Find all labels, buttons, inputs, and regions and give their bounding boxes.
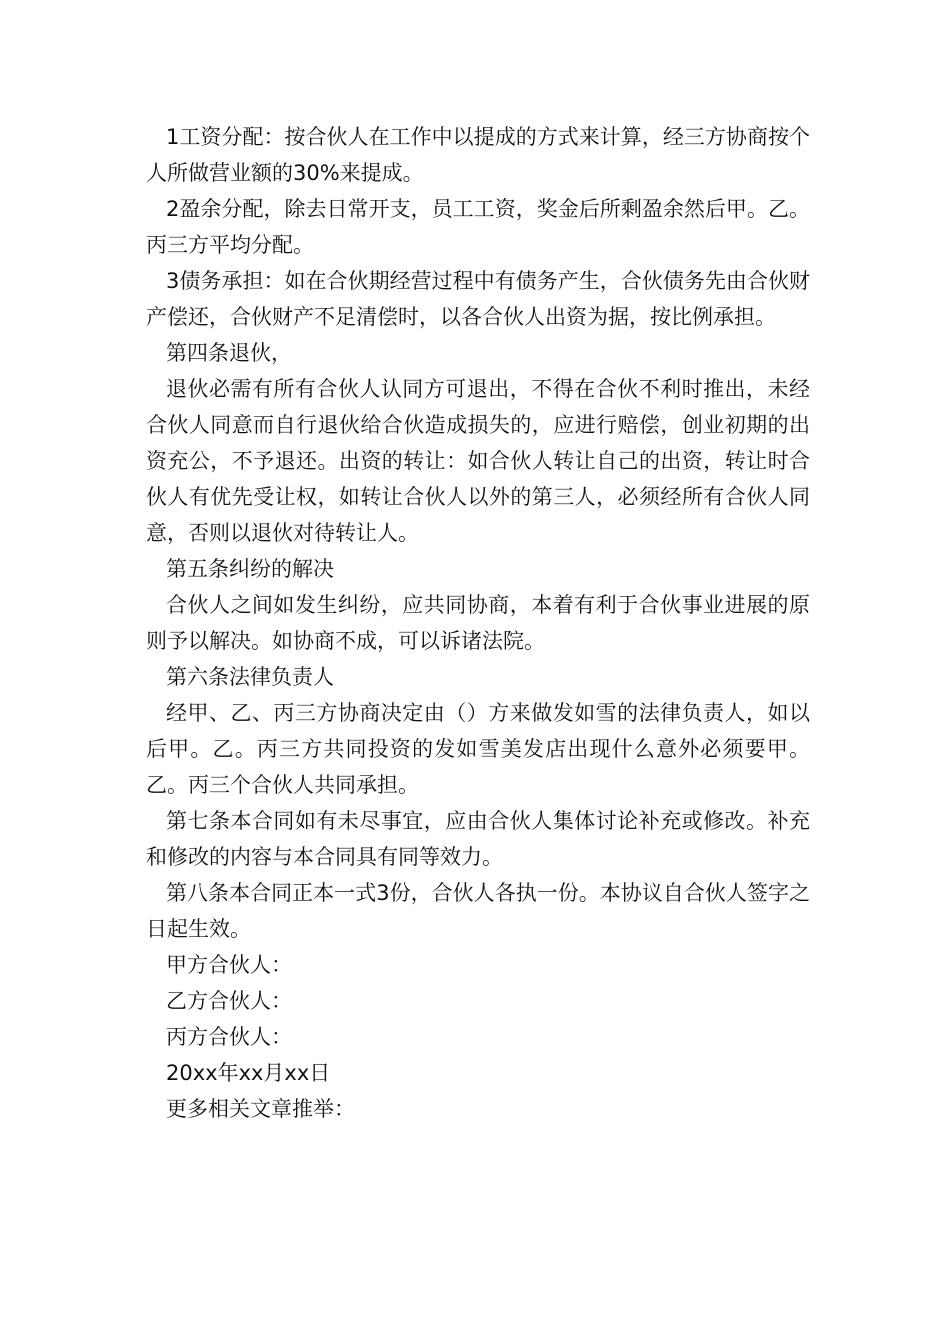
paragraph-surplus-distribution: 2盈余分配，除去日常开支，员工工资，奖金后所剩盈余然后甲。乙。丙三方平均分配。 xyxy=(146,197,810,257)
related-articles-label: 更多相关文章推举： xyxy=(166,1097,355,1121)
paragraph-wage-distribution: 1工资分配：按合伙人在工作中以提成的方式来计算，经三方协商按个人所做营业额的30%来提成。 xyxy=(146,125,810,185)
signature-date: 20xx年xx月xx日 xyxy=(166,1061,331,1085)
paragraph-debt-liability: 3债务承担：如在合伙期经营过程中有债务产生，合伙债务先由合伙财产偿还，合伙财产不足清偿时，以各合伙人出资为据，按比例承担。 xyxy=(146,269,810,329)
heading-article-4: 第四条退伙， xyxy=(166,341,292,365)
paragraph-withdrawal: 退伙必需有所有合伙人认同方可退出，不得在合伙不利时推出，未经合伙人同意而自行退伙给合伙造成损失的，应进行赔偿，创业初期的出资充公，不予退还。出资的转让：如合伙人转让自己的出资，转让时合伙人有优先受让权，如转让合伙人以外的第三人，必须经所有合伙人同意，否则以退伙对待转让人。 xyxy=(146,377,810,545)
paragraph-article-7: 第七条本合同如有未尽事宜，应由合伙人集体讨论补充或修改。补充和修改的内容与本合同具有同等效力。 xyxy=(146,809,810,869)
paragraph-dispute-resolution: 合伙人之间如发生纠纷，应共同协商，本着有利于合伙事业进展的原则予以解决。如协商不成，可以诉诸法院。 xyxy=(146,593,810,653)
signature-party-a: 甲方合伙人： xyxy=(166,953,292,977)
paragraph-legal-representative: 经甲、乙、丙三方协商决定由（）方来做发如雪的法律负责人，如以后甲。乙。丙三方共同投资的发如雪美发店出现什么意外必须要甲。乙。丙三个合伙人共同承担。 xyxy=(146,701,810,797)
heading-article-5: 第五条纠纷的解决 xyxy=(166,557,334,581)
signature-party-c: 丙方合伙人： xyxy=(166,1025,292,1049)
signature-party-b: 乙方合伙人： xyxy=(166,989,292,1013)
paragraph-article-8: 第八条本合同正本一式3份，合伙人各执一份。本协议自合伙人签字之日起生效。 xyxy=(146,881,810,941)
document-body xyxy=(146,119,810,1127)
heading-article-6: 第六条法律负责人 xyxy=(166,665,334,689)
